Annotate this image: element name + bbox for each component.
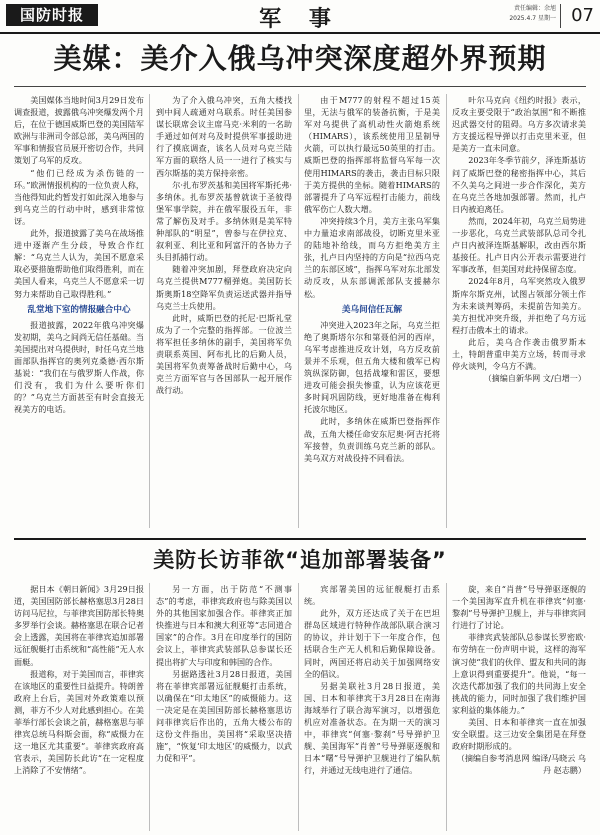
column-divider [446,94,447,528]
column-divider [446,583,447,831]
paragraph: 另据美联社3月28日报道，美国、日本和菲律宾于3月28日在南海海域举行了联合海军演习，以增强危机应对准备状态。在为期一天的演习中，菲律宾“何塞·黎刹”号导弹护卫舰、美国海军“肖普”号导弹驱逐舰和日本“曙”号导弹护卫舰进行了编队航行，并通过无线电进行了通信。 [304,680,440,776]
column-divider [298,583,299,831]
paragraph: 2023年冬季节前夕，泽连斯基访问了威斯巴登的秘密指挥中心，其后不久美乌之间进一步合作深化，美方在乌克兰各地加强部署。然而，扎卢日内被迫离任。 [452,155,586,214]
paragraph: 美国、日本和菲律宾一直在加强安全联盟。这三边安全集团是在拜登政府时期形成的。 [452,717,586,752]
paragraph: 报道披露，2022年俄乌冲突爆发初期，美乌之间尚无信任基础。当美国提出对乌提供时，时任乌克兰地面部队指挥官的奥列克桑德·西尔斯基说：“我们在与俄罗斯人作战，你们没有，我们为什么要听你们的？”乌克兰方面甚至有时会直接无视美方的电话。 [14,319,144,415]
article2-headline: 美防长访菲欲“追加部署装备” [153,548,447,572]
column-divider [298,94,299,528]
headline-rule [14,86,586,87]
article2-column-2 [156,583,292,831]
column-divider [149,583,150,831]
issue-date: 2025.4.7 星期一 [509,15,556,22]
paragraph: 报道称，对于美国而言，菲律宾在该地区的重要性日益提升。特朗普政府上台后，美国对外政策难以预测，菲方不少人对此感到担心。在美菲举行部长会谈之前，赫格塞思与菲律宾总统马科斯会面，称“威慑力在这一地区尤其重要”。菲律宾政府高官表示，美国防长此访“在一定程度上消除了不安情绪”。 [14,668,144,776]
paragraph: 菲律宾武装部队总参谋长罗密欧·布劳纳在一份声明中说，这样的海军演习使“我们的伙伴、盟友和共同的海上意识得到重要提升”。他说，“每一次迭代都加强了我们的共同海上安全挑战的能力，同时加强了我们维护国家利益的集体能力。” [452,632,586,715]
paragraph: 为了介入俄乌冲突，五角大楼找到中间人疏通对乌联系。时任美国参谋长联席会议主席马克·米利的一名助手通过如何对乌及时提供军事援助进行了摸底调查，该名人员对乌克兰陆军方面的联络人员一一进行了核实与西尔斯基的美方保持亲密。 [156,95,292,178]
page-header [0,0,600,34]
paragraph: 此外，报道披露了美乌在战场推进中逐渐产生分歧，导致合作红解：“乌克兰人认为，美国不愿意采取必要措施帮助他们取得胜利，而在美国人看来，乌克兰人不愿意采一切努力来帮助自己取得胜利。” [14,228,144,299]
article2-column-3 [304,583,440,831]
article2-column-1 [14,583,144,831]
paragraph: 然而，2024年初，乌克兰局势进一步恶化，乌克兰武装部队总司令扎卢日内被泽连斯基解职，改由西尔斯基接任。扎卢日内公开表示需要进行军事改革，但美国对此持保留态度。 [452,215,586,275]
subheading-trust-collapse: 美乌间信任瓦解 [341,304,403,315]
paragraph: 另一方面，出于防范“不测事态”的考虑，菲律宾政府也与除美国以外的其他国家加强合作。菲律宾正加快推进与日本和澳大利亚等“志同道合国家”的合作。3月在印度举行的国防会议上，菲律宾武装部队总参谋长还提出将扩大与印度和韩国的合作。 [156,584,292,667]
article1-column-4 [452,94,586,532]
paragraph: 2024年8月，乌军突然攻入俄罗斯库尔斯克州，试图占领部分领土作为未来谈判筹码，未提前告知美方。美方担忧冲突升级，并拒绝了乌方远程打击俄本土的请求。 [452,276,586,335]
article1-column-1 [14,94,144,526]
article2-column-4 [452,583,586,831]
paragraph: 此后，美乌合作袭击俄罗斯本土，特朗普重申美方立场，转而寻求停火谈判，令乌方不满。 [452,336,586,372]
column-divider [149,94,150,528]
article1-column-2 [156,94,292,526]
article1-column-3 [304,94,440,526]
paragraph: “他们已经成为杀伤链的一环。”欧洲情报机构的一位负责人称，当他得知此约暂发打如此深入地参与到乌克兰的行动中时，感到非常惊讶。 [14,167,144,226]
paragraph: 由于M777的射程不超过15英里，无法与俄军的装备抗衡，于是美军对乌提供了高机动性火箭炮系统（HIMARS），该系统使用卫星制导火箭，可以执行最远50英里的打击。威斯巴登的指挥部将监督乌军每一次使用HIMARS的袭击，袭击目标只限于美方提供的坐标。随着HIMARS的部署提升了乌军远程打击能力，前线俄军伤亡人数大增。 [304,95,440,214]
paragraph: 此时，多纳休在威斯巴登指挥作战，五角大楼任命安东尼奥·阿吉托将军接替，负责训练乌克兰新的部队。美乌双方对战役持不同看法。 [304,416,440,463]
paragraph: 另据路透社3月28日报道，美国将在菲律宾部署远征舰艇打击系统，以确保在“印太地区”的威慑能力。这一决定是在美国国防部长赫格塞思访问菲律宾后作出的，五角大楼公布的这份文件指出，美国将“采取坚决措施”，“恢复‘印太地区’的威慑力，以武力促和平”。 [156,668,292,764]
article-divider [14,538,586,540]
paragraph: 此时，威斯巴登的托尼·巴斯礼堂成为了一个完整的指挥部。一位波兰将军担任多纳休的副手，美国将军负责联系英国、阿布扎比的后勤人员，美国将军负责筹备战时后勤中心，乌克兰方面军官与各国部队一起开展作战行动。 [156,312,292,396]
paragraph: 旋，来自“肖普”号导弹驱逐舰的一个美国海军直升机在菲律宾“何塞·黎刹”号导弹护卫舰上，并与菲律宾同行进行了讨论。 [452,584,586,631]
issue-meta [509,4,556,24]
paragraph: 叶尔马克向《纽约时报》表示，反攻主要受限于“政治氛围”和不断推迟武器交付的阻碍。乌方多次请求美方支援远程导弹以打击克里米亚，但是美方一直未同意。 [452,95,586,154]
paragraph: 此外，双方还达成了关于在巴坦群岛区域进行特种作战部队联合演习的协议，并计划于下一年度合作，包括联合生产无人机和后勤保障设备。同时，两国还将启动关于加强网络安全的倡议。 [304,608,440,679]
paragraph: 宾部署美国的远征舰艇打击系统。 [304,584,440,607]
paragraph: 冲突持续3个月，美方主张乌军集中力量追求南部战役，切断克里米亚的陆地补给线，而乌方拒绝美方主张，扎卢日内坚持的方向是“拉西乌克兰的东部区域”，指挥乌军对东北部发动反攻，从东部调派部队支援赫尔松。 [304,215,440,299]
paragraph: 尔·扎布罗茨基和美国将军斯托弗·多纳休。扎布罗茨基曾就读于圣彼得堡军事学院，并在俄军服役五年，非常了解伤及对手。多纳休则是美军特种部队的“明星”，曾参与在伊拉克、叙利亚、利比亚和阿富汗的各协力子头目抓捕行动。 [156,179,292,263]
newspaper-logo: 国防时报 [6,4,98,26]
page-number: 07 [560,4,594,28]
article1-credit: （摘编自新华网 文/白增一） [483,373,586,384]
article1-headline: 美媒：美介入俄乌冲突深度超外界预期 [53,42,547,75]
section-title: 军 事 [259,6,341,32]
paragraph: 据日本《朝日新闻》3月29日报道，美国国防部长赫格塞思3月28日访问马尼拉，与菲律宾国防部长特奥多罗举行会谈。赫格塞思在联合记者会上透露，美国将在菲律宾追加部署远征舰艇打击系统和“高性能”无人水面艇。 [14,584,144,667]
paragraph: 美国媒体当地时间3月29日发布调查报道，披露俄乌冲突爆发两个月后，在位于德国威斯巴登的美国陆军欧洲与非洲司令部总部，美乌两国的军事和情报官员展开密切合作，共同策划了乌军的反攻。 [14,95,144,166]
paragraph: 随着冲突加剧，拜登政府决定向乌克兰提供M777榴弹炮。美国防长斯奥斯18空降军负责运送武器并指导乌克兰士兵使用。 [156,264,292,311]
paragraph: 冲突进入2023年之际，乌克兰拒绝了奥斯塔尔尔和第聂伯河的西岸，乌军考虑推进反攻计划，乌方反攻前景并不乐观，但五角大楼和俄军已构筑纵深防御，包括战壕和雷区，要想进攻可能会损失惨重，认为应该花更多时间巩固防线，更好地准备在梅利托波尔地区。 [304,319,440,415]
editor-label: 责任编辑：余旭 [513,5,556,12]
subheading-intel-center: 乱堂地下室的情报融合中心 [27,304,131,315]
article2-credit: （摘编自参考消息网 编译/马晓云 乌丹 赵志鹏） [456,753,586,776]
